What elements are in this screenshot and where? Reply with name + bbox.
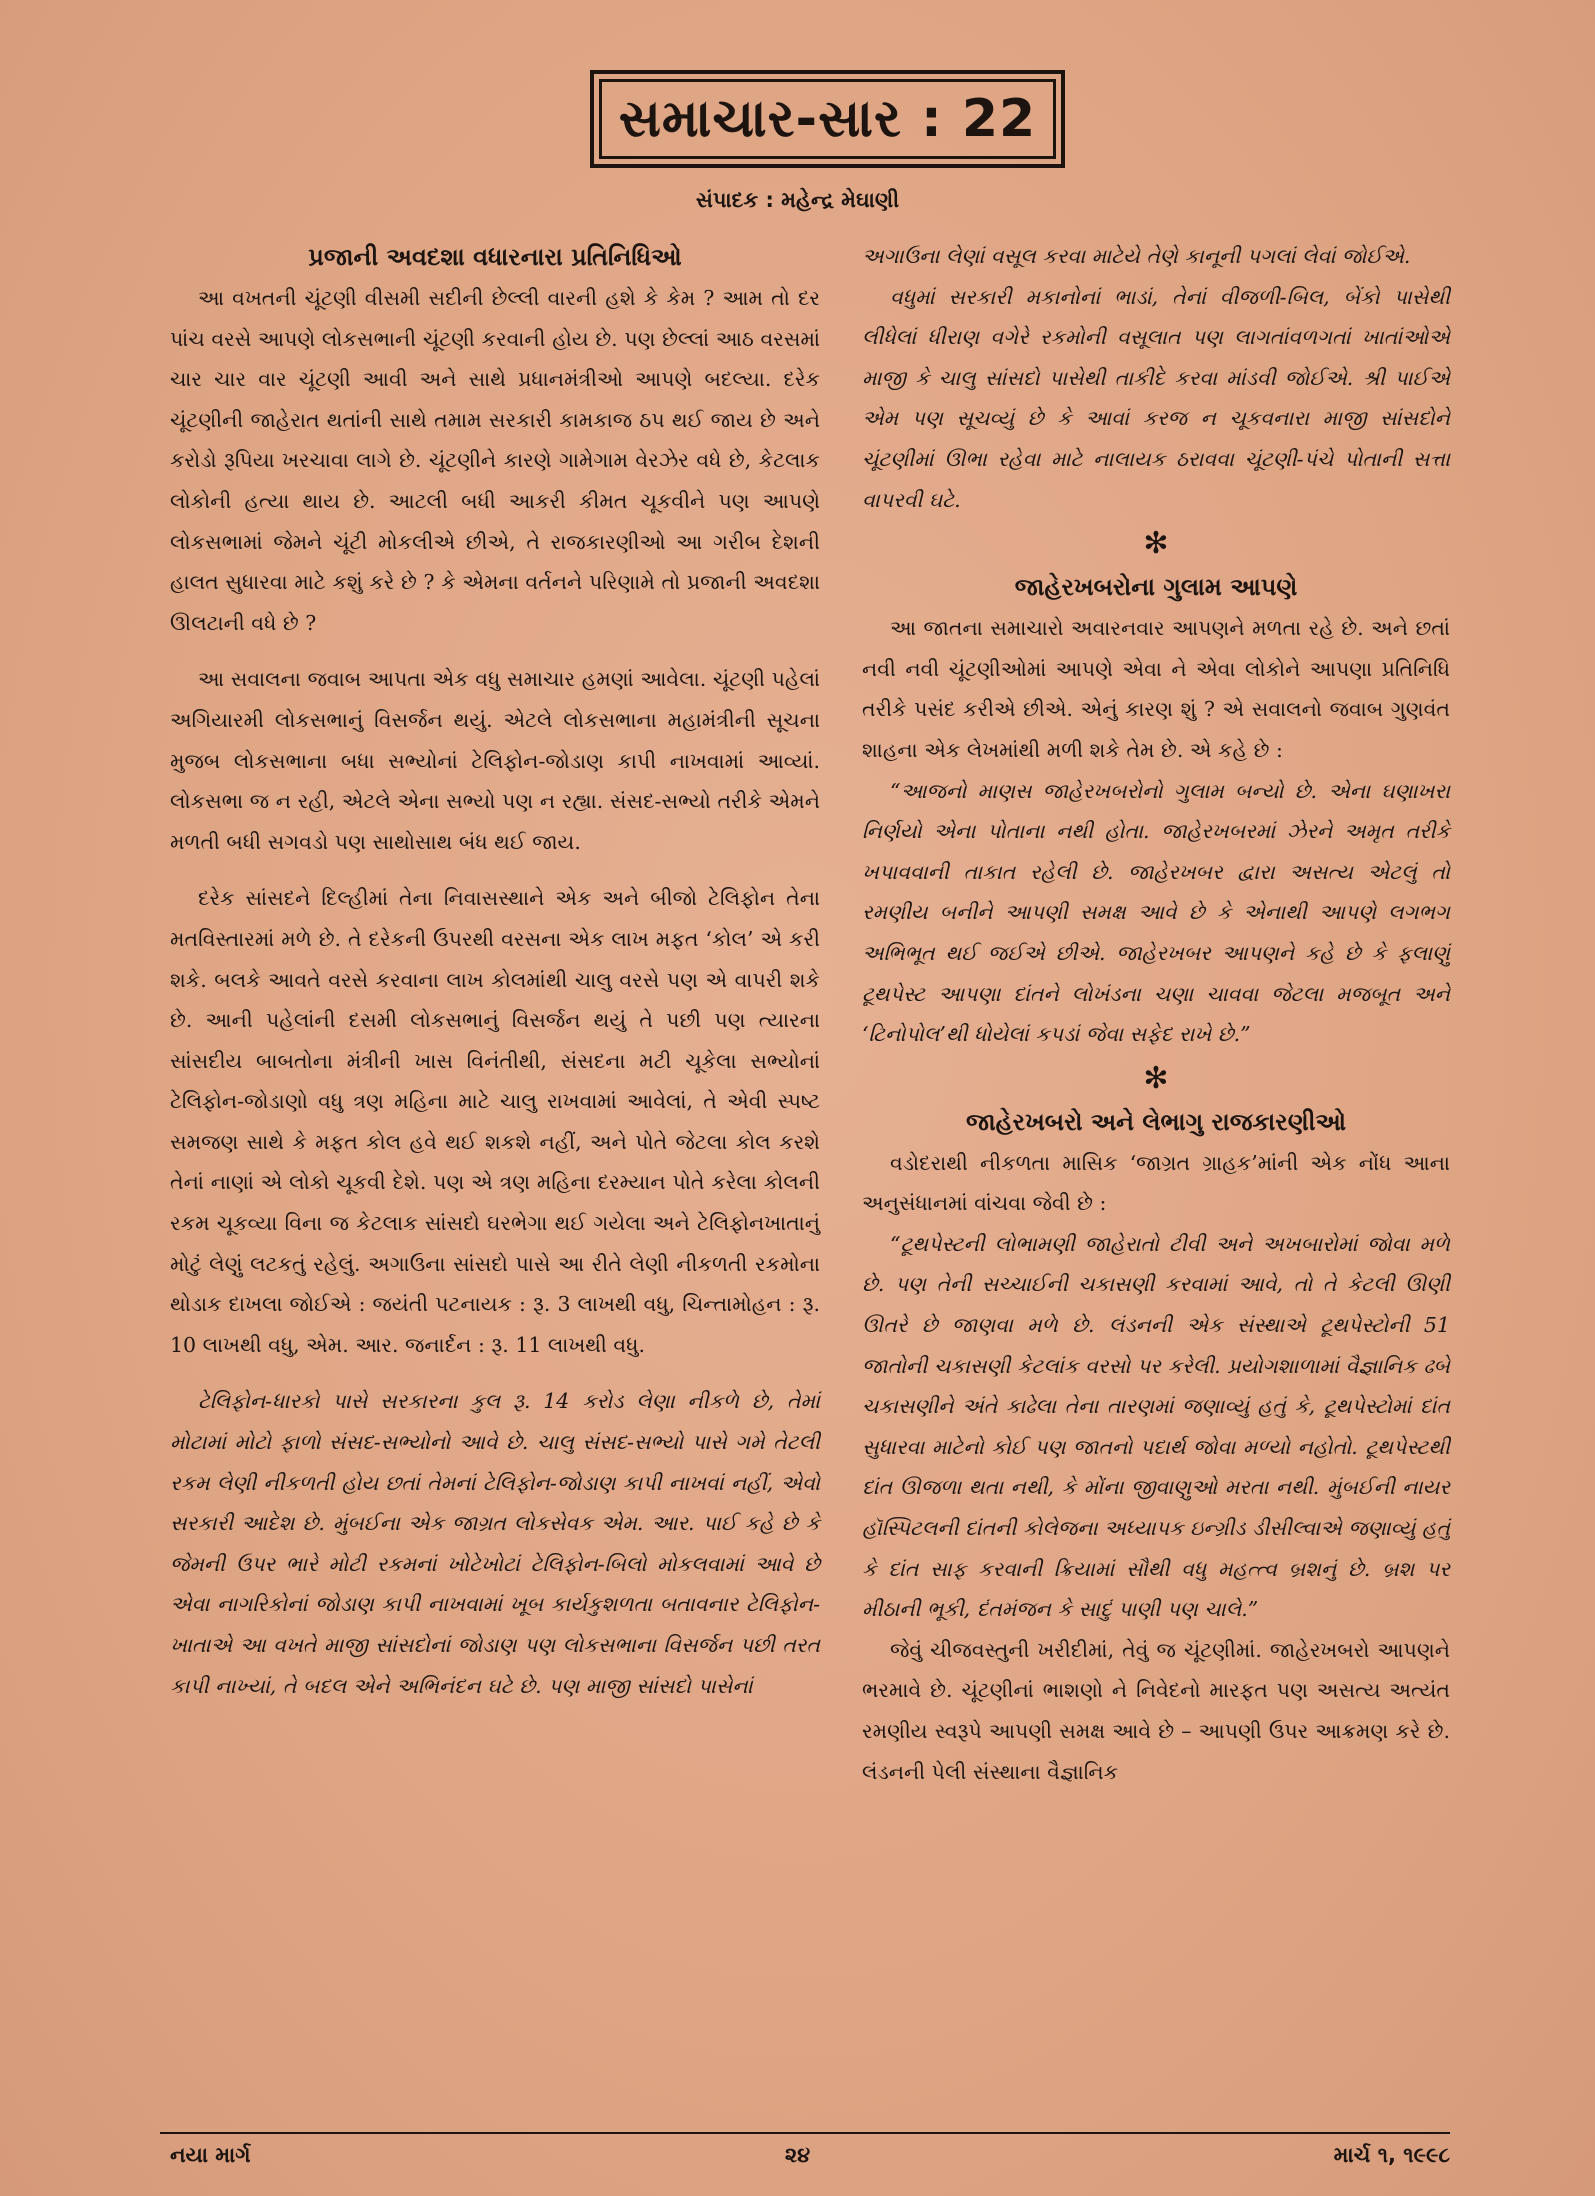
left-column: [170, 236, 820, 1706]
footer-page-number: ૨૪: [784, 2143, 811, 2167]
paragraph: ટેલિફોન-ધારકો પાસે સરકારના કુલ રૂ. 14 કરોડ લેણા નીકળે છે, તેમાં મોટામાં મોટો ફાળો સંસદ-સભ્યોનો આવે છે. ચાલુ સંસદ-સભ્યો પાસે ગમે તેટલી રકમ લેણી નીકળતી હોય છતાં તેમનાં ટેલિફોન-જોડાણ કાપી નાખવાં નહીં, એવો સરકારી આદેશ છે. મુંબઈના એક જાગ્રત લોકસેવક એમ. આર. પાઈ કહે છે કે જેમની ઉપર ભારે મોટી રકમનાં ખોટેખોટાં ટેલિફોન-બિલો મોકલવામાં આવે છે એવા નાગરિકોનાં જોડાણ કાપી નાખવામાં ખૂબ કાર્યકુશળતા બતાવનાર ટેલિફોન-ખાતાએ આ વખતે માજી સાંસદોનાં જોડાણ પણ લોકસભાના વિસર્જન પછી તરત કાપી નાખ્યાં, તે બદલ એને અભિનંદન ઘટે છે. પણ માજી સાંસદો પાસેનાં: [170, 1389, 820, 1698]
page-title: સમાચાર-સાર : 22: [599, 79, 1056, 159]
footer-date: માર્ચ ૧, ૧૯૯૮: [1333, 2143, 1450, 2167]
paragraph: આ સવાલના જવાબ આપતા એક વધુ સમાચાર હમણાં આવેલા. ચૂંટણી પહેલાં અગિયારમી લોકસભાનું વિસર્જન થયું. એટલે લોકસભાના મહામંત્રીની સૂચના મુજબ લોકસભાના બધા સભ્યોનાં ટેલિફોન-જોડાણ કાપી નાખવામાં આવ્યાં. લોકસભા જ ન રહી, એટલે એના સભ્યો પણ ન રહ્યા. સંસદ-સભ્યો તરીકે એમને મળતી બધી સગવડો પણ સાથોસાથ બંધ થઈ જાય.: [170, 667, 820, 854]
article-heading-ad-slaves: જાહેરખબરોના ગુલામ આપણે: [1014, 573, 1298, 602]
paragraph: દરેક સાંસદને દિલ્હીમાં તેના નિવાસસ્થાને એક અને બીજો ટેલિફોન તેના મતવિસ્તારમાં મળે છે. તે દરેકની ઉપરથી વરસના એક લાખ મફત ‘કોલ’ એ કરી શકે. બલકે આવતે વરસે કરવાના લાખ કોલમાંથી ચાલુ વરસે પણ એ વાપરી શકે છે. આની પહેલાંની દસમી લોકસભાનું વિસર્જન થયું તે પછી પણ ત્યારના સાંસદીય બાબતોના મંત્રીની ખાસ વિનંતીથી, સંસદના મટી ચૂકેલા સભ્યોનાં ટેલિફોન-જોડાણો વધુ ત્રણ મહિના માટે ચાલુ રાખવામાં આવેલાં, તે એવી સ્પષ્ટ સમજણ સાથે કે મફત કોલ હવે થઈ શકશે નહીં, અને પોતે જેટલા કોલ કરશે તેનાં નાણાં એ લોકો ચૂકવી દેશે. પણ એ ત્રણ મહિના દરમ્યાન પોતે કરેલા કોલની રકમ ચૂકવ્યા વિના જ કેટલાક સાંસદો ઘરભેગા થઈ ગયેલા અને ટેલિફોનખાતાનું મોટું લેણું લટકતું રહેલું. અગાઉના સાંસદો પાસે આ રીતે લેણી નીકળતી રકમોના થોડાક દાખલા જોઈએ : જયંતી પટનાયક : રૂ. 3 લાખથી વધુ, ચિન્તામોહન : રૂ. 10 લાખથી વધુ, એમ. આર. જનાર્દન : રૂ. 11 લાખથી વધુ.: [170, 886, 820, 1357]
section-separator-star: ✻: [1143, 1060, 1169, 1096]
title-box: [590, 70, 1065, 168]
quote-paragraph: “ટૂથપેસ્ટની લોભામણી જાહેરાતો ટીવી અને અખબારોમાં જોવા મળે છે. પણ તેની સચ્ચાઈની ચકાસણી કરવામાં આવે, તો તે કેટલી ઊણી ઊતરે છે જાણવા મળે છે. લંડનની એક સંસ્થાએ ટૂથપેસ્ટોની 51 જાતોની ચકાસણી કેટલાંક વરસો પર કરેલી. પ્રયોગશાળામાં વૈજ્ઞાનિક ઢબે ચકાસણીને અંતે કાઢેલા તેના તારણમાં જણાવ્યું હતું કે, ટૂથપેસ્ટોમાં દાંત સુધારવા માટેનો કોઈ પણ જાતનો પદાર્થ જોવા મળ્યો નહોતો. ટૂથપેસ્ટથી દાંત ઊજળા થતા નથી, કે મોંના જીવાણુઓ મરતા નથી. મુંબઈની નાયર હૉસ્પિટલની દાંતની કોલેજના અધ્યાપક ઇન્ગ્રીડ ડીસીલ્વાએ જણાવ્યું હતું કે દાંત સાફ કરવાની ક્રિયામાં સૌથી વધુ મહત્ત્વ બ્રશનું છે. બ્રશ પર મીઠાની ભૂકી, દંતમંજન કે સાદું પાણી પણ ચાલે.”: [862, 1231, 1450, 1622]
quote-paragraph: “આજનો માણસ જાહેરખબરોનો ગુલામ બન્યો છે. એના ઘણાખરા નિર્ણયો એના પોતાના નથી હોતા. જાહેરખબરમાં ઝેરને અમૃત તરીકે ખપાવવાની તાકાત રહેલી છે. જાહેરખબર દ્વારા અસત્ય એટલું તો રમણીય બનીને આપણી સમક્ષ આવે છે કે એનાથી આપણે લગભગ અભિભૂત થઈ જઈએ છીએ. જાહેરખબર આપણને કહે છે કે ફલાણું ટૂથપેસ્ટ આપણા દાંતને લોખંડના ચણા ચાવવા જેટલા મજબૂત અને ‘ટિનોપોલ’થી ધોયેલાં કપડાં જેવા સફેદ રાખે છે.”: [862, 778, 1450, 1047]
footer-magazine-name: નયા માર્ગ: [170, 2143, 251, 2167]
paragraph: વધુમાં સરકારી મકાનોનાં ભાડાં, તેનાં વીજળી-બિલ, બેંકો પાસેથી લીધેલાં ધીરાણ વગેરે રકમોની વસૂલાત પણ લાગતાંવળગતાં ખાતાંઓએ માજી કે ચાલુ સાંસદો પાસેથી તાકીદે કરવા માંડવી જોઈએ. શ્રી પાઈએ એમ પણ સૂચવ્યું છે કે આવાં કરજ ન ચૂકવનારા માજી સાંસદોને ચૂંટણીમાં ઊભા રહેવા માટે નાલાયક ઠરાવવા ચૂંટણી-પંચે પોતાની સત્તા વાપરવી ઘટે.: [862, 284, 1450, 512]
footer-rule: [160, 2132, 1450, 2134]
paragraph: જેવું ચીજવસ્તુની ખરીદીમાં, તેવું જ ચૂંટણીમાં. જાહેરખબરો આપણને ભરમાવે છે. ચૂંટણીનાં ભાશણો ને નિવેદનો મારફત પણ અસત્ય અત્યંત રમણીય સ્વરૂપે આપણી સમક્ષ આવે છે – આપણી ઉપર આક્રમણ કરે છે. લંડનની પેલી સંસ્થાના વૈજ્ઞાનિક: [862, 1637, 1450, 1784]
paragraph: અગાઉના લેણાં વસૂલ કરવા માટેયે તેણે કાનૂની પગલાં લેવાં જોઈએ.: [862, 244, 1411, 268]
editor-line: સંપાદક : મહેન્દ્ર મેઘાણી: [695, 188, 900, 212]
article-heading-ads-politicians: જાહેરખબરો અને લેભાગુ રાજકારણીઓ: [965, 1107, 1347, 1136]
paragraph: આ વખતની ચૂંટણી વીસમી સદીની છેલ્લી વારની હશે કે કેમ ? આમ તો દર પાંચ વરસે આપણે લોકસભાની ચૂંટણી કરવાની હોય છે. પણ છેલ્લાં આઠ વરસમાં ચાર ચાર વાર ચૂંટણી આવી અને સાથે પ્રધાનમંત્રીઓ આપણે બદલ્યા. દરેક ચૂંટણીની જાહેરાત થતાંની સાથે તમામ સરકારી કામકાજ ઠપ થઈ જાય છે અને કરોડો રૂપિયા ખરચાવા લાગે છે. ચૂંટણીને કારણે ગામેગામ વેરઝેર વધે છે, કેટલાક લોકોની હત્યા થાય છે. આટલી બધી આકરી કીમત ચૂકવીને પણ આપણે લોકસભામાં જેમને ચૂંટી મોકલીએ છીએ, તે રાજકારણીઓ આ ગરીબ દેશની હાલત સુધારવા માટે કશું કરે છે ? કે એમના વર્તનને પરિણામે તો પ્રજાની અવદશા ઊલટાની વધે છે ?: [170, 286, 820, 635]
paragraph: વડોદરાથી નીકળતા માસિક ‘જાગ્રત ગ્રાહક’માંની એક નોંધ આના અનુસંધાનમાં વાંચવા જેવી છે :: [862, 1150, 1450, 1216]
article-heading-representatives: પ્રજાની અવદશા વધારનારા પ્રતિનિધિઓ: [308, 243, 682, 271]
paragraph: આ જાતના સમાચારો અવારનવાર આપણને મળતા રહે છે. અને છતાં નવી નવી ચૂંટણીઓમાં આપણે એવા ને એવા લોકોને આપણા પ્રતિનિધિ તરીકે પસંદ કરીએ છીએ. એનું કારણ શું ? એ સવાલનો જવાબ ગુણવંત શાહના એક લેખમાંથી મળી શકે તેમ છે. એ કહે છે :: [862, 616, 1450, 762]
right-column: [862, 236, 1450, 1792]
section-separator-star: ✻: [1143, 526, 1169, 562]
